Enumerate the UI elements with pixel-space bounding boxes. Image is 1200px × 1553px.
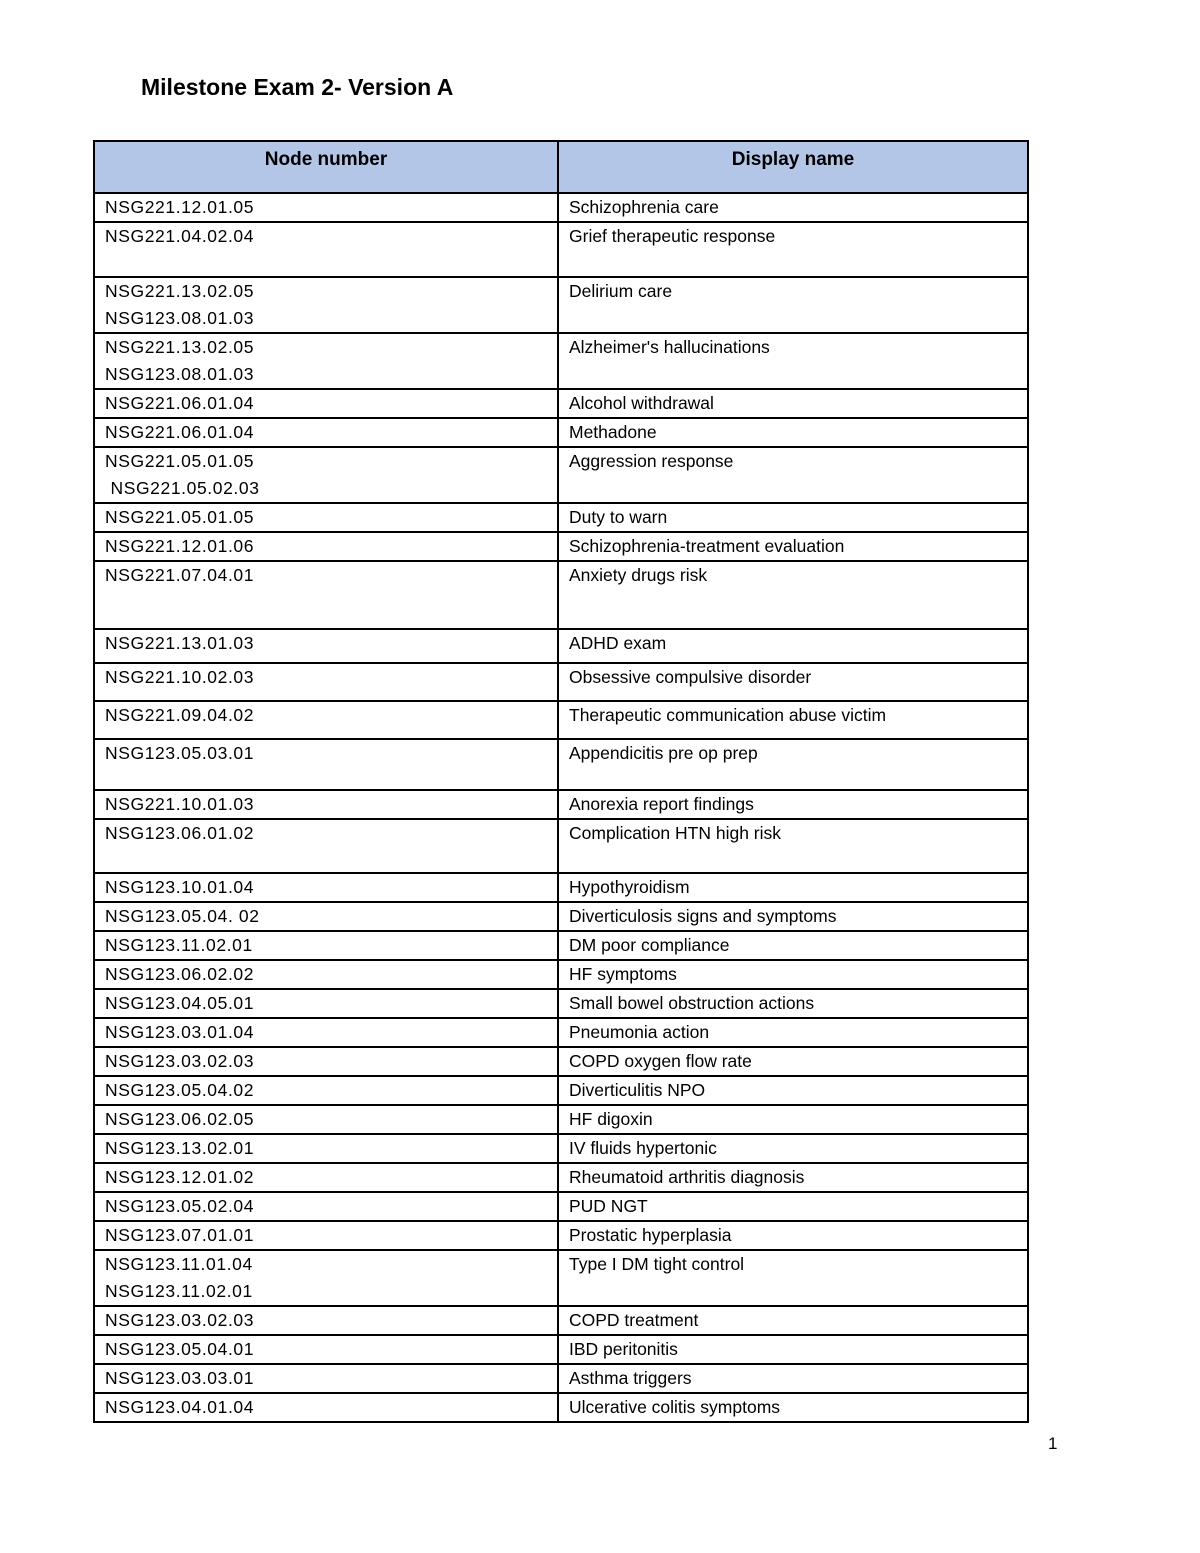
node-number: NSG221.12.01.06 bbox=[105, 536, 255, 556]
display-name-cell: IV fluids hypertonic bbox=[558, 1134, 1028, 1163]
table-row bbox=[94, 819, 1028, 873]
node-number-cell bbox=[94, 819, 558, 873]
table-row bbox=[94, 193, 1028, 222]
display-name-cell: Type I DM tight control bbox=[558, 1250, 1028, 1306]
display-name-cell: Duty to warn bbox=[558, 503, 1028, 532]
node-number-cell bbox=[94, 1076, 558, 1105]
display-name-cell: Anxiety drugs risk bbox=[558, 561, 1028, 629]
node-number-cell bbox=[94, 1250, 558, 1306]
node-number-cell bbox=[94, 1134, 558, 1163]
node-number: NSG123.12.01.02 bbox=[105, 1167, 255, 1187]
node-number-cell bbox=[94, 873, 558, 902]
node-number: NSG221.10.01.03 bbox=[105, 794, 255, 814]
node-number-cell bbox=[94, 447, 558, 503]
node-number: NSG123.13.02.01 bbox=[105, 1138, 255, 1158]
display-name-cell: Small bowel obstruction actions bbox=[558, 989, 1028, 1018]
node-number-cell bbox=[94, 561, 558, 629]
table-row bbox=[94, 418, 1028, 447]
node-table-container bbox=[93, 140, 1023, 1423]
table-row bbox=[94, 629, 1028, 663]
node-number-cell bbox=[94, 193, 558, 222]
table-row bbox=[94, 447, 1028, 503]
node-number: NSG123.05.04.02 bbox=[105, 1080, 255, 1100]
table-row bbox=[94, 222, 1028, 277]
node-number-cell bbox=[94, 1306, 558, 1335]
table-row bbox=[94, 1393, 1028, 1422]
display-name-cell: COPD treatment bbox=[558, 1306, 1028, 1335]
node-number-cell bbox=[94, 389, 558, 418]
display-name-cell: Pneumonia action bbox=[558, 1018, 1028, 1047]
node-number-cell bbox=[94, 333, 558, 389]
node-number: NSG221.06.01.04 bbox=[105, 422, 255, 442]
node-number: NSG123.06.02.05 bbox=[105, 1109, 255, 1129]
node-number-cell bbox=[94, 931, 558, 960]
table-row bbox=[94, 701, 1028, 739]
display-name-cell: Schizophrenia care bbox=[558, 193, 1028, 222]
node-number: NSG221.13.02.05 bbox=[105, 281, 255, 301]
table-header-row bbox=[94, 141, 1028, 193]
display-name-cell: Obsessive compulsive disorder bbox=[558, 663, 1028, 701]
table-row bbox=[94, 663, 1028, 701]
node-number-cell bbox=[94, 1163, 558, 1192]
display-name-cell: Alcohol withdrawal bbox=[558, 389, 1028, 418]
display-name-cell: Aggression response bbox=[558, 447, 1028, 503]
node-number-cell bbox=[94, 1393, 558, 1422]
node-number-cell bbox=[94, 663, 558, 701]
table-row bbox=[94, 739, 1028, 790]
display-name-cell: Delirium care bbox=[558, 277, 1028, 333]
node-number-cell bbox=[94, 222, 558, 277]
table-row bbox=[94, 277, 1028, 333]
table-row bbox=[94, 790, 1028, 819]
table-row bbox=[94, 389, 1028, 418]
table-row bbox=[94, 1076, 1028, 1105]
table-row bbox=[94, 931, 1028, 960]
node-number: NSG123.06.01.02 bbox=[105, 823, 255, 843]
display-name-cell: Therapeutic communication abuse victim bbox=[558, 701, 1028, 739]
node-number-cell bbox=[94, 1192, 558, 1221]
node-number: NSG221.13.01.03 bbox=[105, 633, 255, 653]
display-name-cell: Appendicitis pre op prep bbox=[558, 739, 1028, 790]
node-number: NSG123.08.01.03 bbox=[105, 308, 255, 328]
node-number-cell bbox=[94, 1018, 558, 1047]
table-row bbox=[94, 561, 1028, 629]
node-number-cell bbox=[94, 1105, 558, 1134]
display-name-cell: HF symptoms bbox=[558, 960, 1028, 989]
display-name-cell: Alzheimer's hallucinations bbox=[558, 333, 1028, 389]
node-number-cell bbox=[94, 418, 558, 447]
display-name-cell: Diverticulitis NPO bbox=[558, 1076, 1028, 1105]
node-number: NSG221.05.01.05 bbox=[105, 451, 255, 471]
table-body bbox=[94, 193, 1028, 1422]
node-number-cell bbox=[94, 532, 558, 561]
display-name-cell: Asthma triggers bbox=[558, 1364, 1028, 1393]
display-name-cell: HF digoxin bbox=[558, 1105, 1028, 1134]
node-number: NSG123.04.05.01 bbox=[105, 993, 255, 1013]
document-title: Milestone Exam 2- Version A bbox=[141, 74, 454, 100]
table-row bbox=[94, 503, 1028, 532]
node-number-cell bbox=[94, 701, 558, 739]
node-number: NSG123.03.02.03 bbox=[105, 1310, 255, 1330]
node-number: NSG221.07.04.01 bbox=[105, 565, 255, 585]
node-number-cell bbox=[94, 277, 558, 333]
node-number: NSG123.08.01.03 bbox=[105, 364, 255, 384]
node-number: NSG123.10.01.04 bbox=[105, 877, 255, 897]
node-number: NSG123.05.02.04 bbox=[105, 1196, 255, 1216]
node-number-cell bbox=[94, 503, 558, 532]
node-number: NSG123.06.02.02 bbox=[105, 964, 255, 984]
node-table bbox=[93, 140, 1029, 1423]
table-row bbox=[94, 1047, 1028, 1076]
display-name-cell: Complication HTN high risk bbox=[558, 819, 1028, 873]
node-number-cell bbox=[94, 790, 558, 819]
display-name-cell: Hypothyroidism bbox=[558, 873, 1028, 902]
table-row bbox=[94, 1335, 1028, 1364]
display-name-cell: PUD NGT bbox=[558, 1192, 1028, 1221]
table-row bbox=[94, 989, 1028, 1018]
node-number-cell bbox=[94, 989, 558, 1018]
node-number-cell bbox=[94, 960, 558, 989]
display-name-cell: DM poor compliance bbox=[558, 931, 1028, 960]
table-row bbox=[94, 1306, 1028, 1335]
node-number: NSG123.05.04.01 bbox=[105, 1339, 255, 1359]
display-name-cell: Prostatic hyperplasia bbox=[558, 1221, 1028, 1250]
node-number: NSG221.10.02.03 bbox=[105, 667, 255, 687]
table-row bbox=[94, 1192, 1028, 1221]
table-row bbox=[94, 873, 1028, 902]
node-number-cell bbox=[94, 1364, 558, 1393]
table-row bbox=[94, 1018, 1028, 1047]
node-number: NSG123.03.03.01 bbox=[105, 1368, 255, 1388]
table-row bbox=[94, 532, 1028, 561]
node-number-cell bbox=[94, 902, 558, 931]
node-number: NSG221.06.01.04 bbox=[105, 393, 255, 413]
header-display-name: Display name bbox=[558, 141, 1028, 193]
display-name-cell: Grief therapeutic response bbox=[558, 222, 1028, 277]
node-number: NSG123.11.01.04 bbox=[105, 1254, 253, 1274]
table-row bbox=[94, 1250, 1028, 1306]
display-name-cell: COPD oxygen flow rate bbox=[558, 1047, 1028, 1076]
node-number: NSG123.11.02.01 bbox=[105, 1281, 253, 1301]
node-number-cell bbox=[94, 739, 558, 790]
header-node-number: Node number bbox=[94, 141, 558, 193]
table-row bbox=[94, 960, 1028, 989]
display-name-cell: ADHD exam bbox=[558, 629, 1028, 663]
table-row bbox=[94, 1221, 1028, 1250]
table-row bbox=[94, 1105, 1028, 1134]
display-name-cell: Schizophrenia-treatment evaluation bbox=[558, 532, 1028, 561]
node-number-cell bbox=[94, 1335, 558, 1364]
display-name-cell: Ulcerative colitis symptoms bbox=[558, 1393, 1028, 1422]
node-number: NSG221.04.02.04 bbox=[105, 226, 255, 246]
node-number: NSG123.11.02.01 bbox=[105, 935, 253, 955]
node-number: NSG123.03.02.03 bbox=[105, 1051, 255, 1071]
node-number-cell bbox=[94, 1221, 558, 1250]
node-number: NSG123.04.01.04 bbox=[105, 1397, 255, 1417]
display-name-cell: Rheumatoid arthritis diagnosis bbox=[558, 1163, 1028, 1192]
node-number: NSG123.05.03.01 bbox=[105, 743, 255, 763]
node-number: NSG123.05.04. 02 bbox=[105, 906, 260, 926]
node-number: NSG221.13.02.05 bbox=[105, 337, 255, 357]
page-number: 1 bbox=[1048, 1434, 1058, 1453]
node-number: NSG221.12.01.05 bbox=[105, 197, 255, 217]
display-name-cell: Diverticulosis signs and symptoms bbox=[558, 902, 1028, 931]
table-row bbox=[94, 1364, 1028, 1393]
node-number: NSG123.03.01.04 bbox=[105, 1022, 255, 1042]
node-number: NSG221.05.02.03 bbox=[105, 478, 260, 498]
table-row bbox=[94, 902, 1028, 931]
display-name-cell: Anorexia report findings bbox=[558, 790, 1028, 819]
display-name-cell: Methadone bbox=[558, 418, 1028, 447]
node-number: NSG221.05.01.05 bbox=[105, 507, 255, 527]
node-number-cell bbox=[94, 1047, 558, 1076]
table-row bbox=[94, 1163, 1028, 1192]
node-number-cell bbox=[94, 629, 558, 663]
display-name-cell: IBD peritonitis bbox=[558, 1335, 1028, 1364]
node-number: NSG123.07.01.01 bbox=[105, 1225, 255, 1245]
table-row bbox=[94, 333, 1028, 389]
table-row bbox=[94, 1134, 1028, 1163]
node-number: NSG221.09.04.02 bbox=[105, 705, 255, 725]
